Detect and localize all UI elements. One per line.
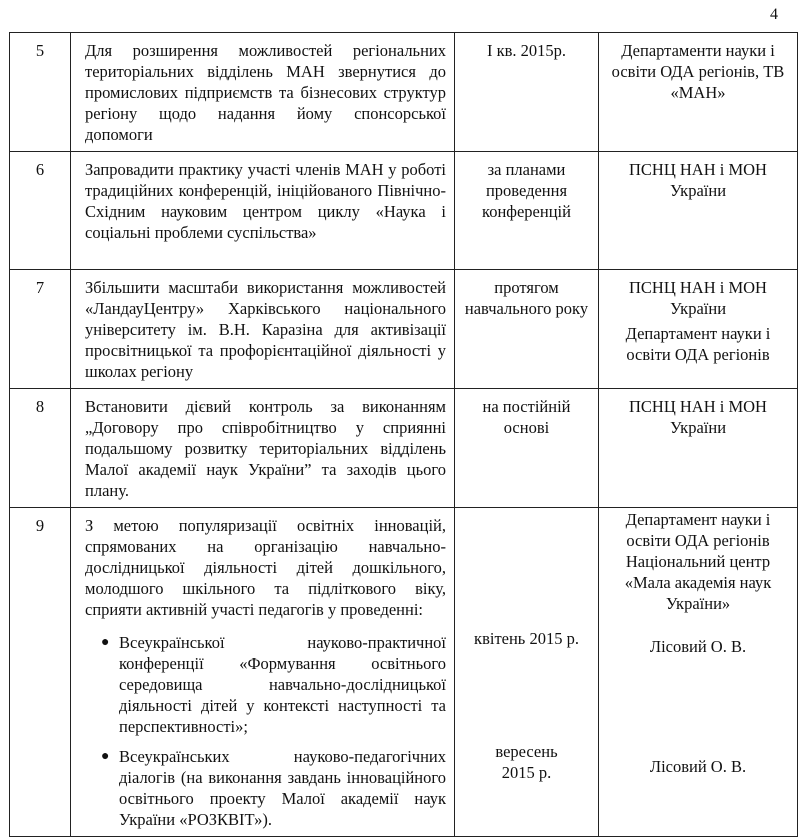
responsible-text: Департаменти науки і освіти ОДА регіонів, ТВ «МАН» [611,41,785,102]
table-row [10,33,798,152]
task-text: З метою популяризації освітніх інновацій, спрямованих на організацію навчально-дослідницької діяльності дітей дошкільного, молодшого шкільного та підліткового віку, сприяти активній участі педагогів у проведенні: [85,516,446,619]
task-text: Запровадити практику участі членів МАН у роботі традиційних конференцій, ініційованого Північно-Східним науковим центром циклу «Наука і соціальні проблеми суспільства» [85,160,446,242]
responsible-cell [599,508,798,837]
responsible-text: ПСНЦ НАН і МОН України [629,397,767,437]
task-text: Встановити дієвий контроль за виконанням „Договору про співробітництво у сприянні подальшому розвитку територіальних відділень Малої академії наук України” та заходів цього плану. [85,397,446,500]
list-item [85,746,446,830]
responsible-cell [599,152,798,270]
list-item-text: Всеукраїнських науково-педагогічних діалогів (на виконання завдань інноваційного освітнього проекту Малої академії наук України «РОЗКВІТ»). [119,747,446,829]
table-row [10,389,798,508]
responsible-text: Департамент науки і освіти ОДА регіонів [625,324,771,364]
action-plan-table [9,32,798,837]
list-item [85,632,446,737]
task-cell [71,508,455,837]
bullet-icon: ● [101,749,110,764]
row-number: 5 [10,33,71,152]
responsible-cell [599,33,798,152]
responsible-text: Лісовий О. В. [649,757,747,776]
row-number: 9 [10,508,71,837]
row-number: 8 [10,389,71,508]
term-cell: І кв. 2015р. [455,33,599,152]
task-cell [71,152,455,270]
list-item-text: Всеукраїнської науково-практичної конференції «Формування освітнього середовища навчально-дослідницької діяльності дітей у контексті наступності та перспективності»; [119,633,446,736]
responsible-text: Департамент науки і освіти ОДА регіонів Національний центр «Мала академія наук України» [624,510,772,613]
table-row [10,270,798,389]
responsible-text: ПСНЦ НАН і МОН України [629,278,767,318]
bullet-icon: ● [101,635,110,650]
term-text: квітень 2015 р. [474,629,579,648]
term-text: вересень 2015 р. [495,742,558,782]
task-cell [71,33,455,152]
term-cell: за планами проведення конференцій [455,152,599,270]
task-text: Збільшити масштаби використання можливостей «ЛандауЦентру» Харківського національного університету ім. В.Н. Каразіна для активізації просвітницької та профорієнтаційної діяльності у школах регіону [85,278,446,381]
term-cell: на постійній основі [455,389,599,508]
page-number: 4 [770,6,778,23]
term-cell [455,508,599,837]
table-row [10,152,798,270]
responsible-text: ПСНЦ НАН і МОН України [629,160,767,200]
responsible-cell [599,270,798,389]
task-text: Для розширення можливостей регіональних територіальних відділень МАН звернутися до промислових підприємств та бізнесових структур регіону щодо надання йому спонсорської допомоги [85,41,446,144]
row-number: 6 [10,152,71,270]
table-row [10,508,798,837]
responsible-cell [599,389,798,508]
task-cell [71,270,455,389]
task-cell [71,389,455,508]
row-number: 7 [10,270,71,389]
responsible-text: Лісовий О. В. [649,637,747,656]
term-cell: протягом навчального року [455,270,599,389]
